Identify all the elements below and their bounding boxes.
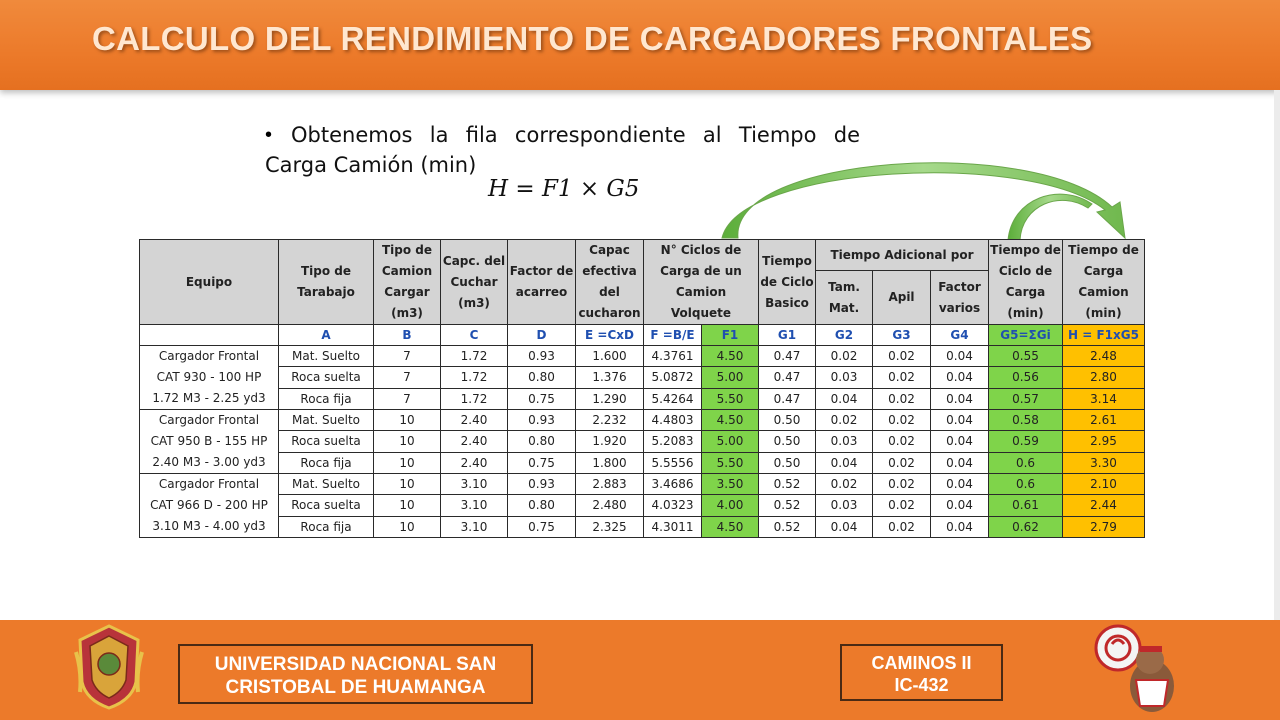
value-cell: 5.4264 <box>644 388 702 409</box>
letter-cell: D <box>508 325 576 346</box>
value-cell: 2.10 <box>1063 474 1145 495</box>
table-row <box>140 495 1145 516</box>
value-cell: 0.59 <box>989 431 1063 452</box>
value-cell: 2.80 <box>1063 367 1145 388</box>
value-cell: 2.325 <box>576 516 644 537</box>
letter-cell: G2 <box>816 325 873 346</box>
value-cell: 2.44 <box>1063 495 1145 516</box>
table-row <box>140 346 1145 367</box>
table-body <box>140 346 1145 538</box>
value-cell: 0.02 <box>873 516 931 537</box>
value-cell: 5.0872 <box>644 367 702 388</box>
value-cell: 0.04 <box>816 452 873 473</box>
equipo-cell <box>140 346 279 410</box>
value-cell: 10 <box>374 410 441 431</box>
equipo-line: 3.10 M3 - 4.00 yd3 <box>152 519 266 533</box>
value-cell: 0.02 <box>873 346 931 367</box>
equipo-line: 1.72 M3 - 2.25 yd3 <box>152 391 266 405</box>
letter-cell: G4 <box>931 325 989 346</box>
value-cell: 0.50 <box>759 452 816 473</box>
value-cell: 10 <box>374 452 441 473</box>
value-cell: 0.52 <box>759 474 816 495</box>
value-cell: 0.52 <box>759 516 816 537</box>
col-equipo: Equipo <box>140 240 279 325</box>
value-cell: 0.04 <box>931 516 989 537</box>
value-cell: 7 <box>374 367 441 388</box>
col-factor-acarreo: Factor de acarreo <box>508 240 576 325</box>
equipo-line: CAT 930 - 100 HP <box>156 370 262 384</box>
footer-bar <box>0 620 1280 720</box>
table-row <box>140 474 1145 495</box>
tipo-trabajo-cell: Mat. Suelto <box>279 474 374 495</box>
value-cell: 1.800 <box>576 452 644 473</box>
letter-cell: F =B/E <box>644 325 702 346</box>
col-tiempo-carga-camion: Tiempo de Carga Camion (min) <box>1063 240 1145 325</box>
header-bar <box>0 0 1280 90</box>
table-row <box>140 367 1145 388</box>
value-cell: 10 <box>374 431 441 452</box>
value-cell: 0.04 <box>816 388 873 409</box>
course-code: IC-432 <box>894 675 949 695</box>
tipo-trabajo-cell: Roca suelta <box>279 367 374 388</box>
course-name: CAMINOS II <box>871 653 972 673</box>
col-tiempo-ciclo-carga: Tiempo de Ciclo de Carga (min) <box>989 240 1063 325</box>
value-cell: 3.14 <box>1063 388 1145 409</box>
value-cell: 0.03 <box>816 367 873 388</box>
tipo-trabajo-cell: Roca fija <box>279 388 374 409</box>
letter-blank <box>140 325 279 346</box>
col-tiempo-adicional: Tiempo Adicional por <box>816 240 989 271</box>
value-cell: 0.58 <box>989 410 1063 431</box>
value-cell: 7 <box>374 346 441 367</box>
value-cell: 0.04 <box>931 388 989 409</box>
value-cell: 0.02 <box>873 474 931 495</box>
value-cell: 2.61 <box>1063 410 1145 431</box>
bullet-dot-icon: • <box>265 124 273 146</box>
col-apil: Apil <box>873 271 931 325</box>
value-cell: 3.4686 <box>644 474 702 495</box>
col-ciclos: N° Ciclos de Carga de un Camion Volquete <box>644 240 759 325</box>
value-cell: 0.04 <box>931 495 989 516</box>
value-cell: 0.02 <box>816 474 873 495</box>
table-right-cut <box>1155 239 1158 539</box>
formula: H = F1 × G5 <box>488 176 640 202</box>
value-cell: 0.04 <box>931 367 989 388</box>
table-row <box>140 431 1145 452</box>
letter-cell: B <box>374 325 441 346</box>
tipo-trabajo-cell: Mat. Suelto <box>279 346 374 367</box>
value-cell: 0.75 <box>508 452 576 473</box>
value-cell: 0.75 <box>508 516 576 537</box>
value-cell: 2.40 <box>441 431 508 452</box>
value-cell: 0.75 <box>508 388 576 409</box>
value-cell: 3.10 <box>441 495 508 516</box>
equipo-line: Cargador Frontal <box>158 477 260 491</box>
col-capac-efectiva: Capac efectiva del cucharon <box>576 240 644 325</box>
rendimiento-table <box>139 239 1145 538</box>
value-cell: 2.883 <box>576 474 644 495</box>
value-cell: 0.61 <box>989 495 1063 516</box>
value-cell: 0.80 <box>508 367 576 388</box>
tipo-trabajo-cell: Mat. Suelto <box>279 410 374 431</box>
value-cell: 2.480 <box>576 495 644 516</box>
col-tam-mat: Tam. Mat. <box>816 271 873 325</box>
value-cell: 0.93 <box>508 410 576 431</box>
value-cell: 3.50 <box>702 474 759 495</box>
letters-row <box>140 325 1145 346</box>
table-row <box>140 388 1145 409</box>
university-crest-logo <box>72 622 146 712</box>
value-cell: 0.47 <box>759 388 816 409</box>
value-cell: 4.3761 <box>644 346 702 367</box>
tipo-trabajo-cell: Roca suelta <box>279 431 374 452</box>
value-cell: 1.600 <box>576 346 644 367</box>
value-cell: 5.2083 <box>644 431 702 452</box>
value-cell: 5.00 <box>702 431 759 452</box>
value-cell: 1.376 <box>576 367 644 388</box>
value-cell: 0.50 <box>759 431 816 452</box>
value-cell: 0.04 <box>931 346 989 367</box>
value-cell: 2.79 <box>1063 516 1145 537</box>
right-edge-strip <box>1274 90 1280 620</box>
university-name: UNIVERSIDAD NACIONAL SAN CRISTOBAL DE HUAMANGA <box>214 654 497 698</box>
value-cell: 0.47 <box>759 346 816 367</box>
value-cell: 0.93 <box>508 474 576 495</box>
value-cell: 2.40 <box>441 410 508 431</box>
value-cell: 4.3011 <box>644 516 702 537</box>
value-cell: 1.72 <box>441 367 508 388</box>
value-cell: 0.62 <box>989 516 1063 537</box>
letter-cell: G1 <box>759 325 816 346</box>
value-cell: 4.50 <box>702 410 759 431</box>
equipo-line: Cargador Frontal <box>158 413 260 427</box>
value-cell: 1.72 <box>441 346 508 367</box>
value-cell: 0.6 <box>989 474 1063 495</box>
tipo-trabajo-cell: Roca suelta <box>279 495 374 516</box>
value-cell: 7 <box>374 388 441 409</box>
value-cell: 1.920 <box>576 431 644 452</box>
col-tiempo-basico: Tiempo de Ciclo Basico <box>759 240 816 325</box>
equipo-line: Cargador Frontal <box>158 349 260 363</box>
value-cell: 0.04 <box>931 431 989 452</box>
equipo-line: CAT 966 D - 200 HP <box>150 498 268 512</box>
value-cell: 4.4803 <box>644 410 702 431</box>
value-cell: 0.47 <box>759 367 816 388</box>
value-cell: 0.02 <box>873 495 931 516</box>
equipo-line: CAT 950 B - 155 HP <box>150 434 268 448</box>
value-cell: 1.290 <box>576 388 644 409</box>
equipo-line: 2.40 M3 - 3.00 yd3 <box>152 455 266 469</box>
col-tipo-trabajo: Tipo de Tarabajo <box>279 240 374 325</box>
university-name-box <box>178 644 533 704</box>
value-cell: 0.03 <box>816 431 873 452</box>
value-cell: 0.03 <box>816 495 873 516</box>
value-cell: 4.50 <box>702 346 759 367</box>
value-cell: 0.55 <box>989 346 1063 367</box>
value-cell: 0.02 <box>873 367 931 388</box>
value-cell: 3.10 <box>441 516 508 537</box>
table-row <box>140 452 1145 473</box>
header-row-1 <box>140 240 1145 271</box>
value-cell: 0.57 <box>989 388 1063 409</box>
value-cell: 0.02 <box>873 452 931 473</box>
value-cell: 0.04 <box>931 410 989 431</box>
value-cell: 1.72 <box>441 388 508 409</box>
value-cell: 0.02 <box>816 346 873 367</box>
course-box <box>840 644 1003 701</box>
value-cell: 0.6 <box>989 452 1063 473</box>
value-cell: 0.80 <box>508 495 576 516</box>
value-cell: 4.00 <box>702 495 759 516</box>
value-cell: 0.04 <box>931 452 989 473</box>
value-cell: 0.04 <box>931 474 989 495</box>
value-cell: 5.50 <box>702 388 759 409</box>
col-factor-varios: Factor varios <box>931 271 989 325</box>
value-cell: 0.80 <box>508 431 576 452</box>
value-cell: 5.00 <box>702 367 759 388</box>
value-cell: 0.52 <box>759 495 816 516</box>
letter-cell-f1: F1 <box>702 325 759 346</box>
value-cell: 2.40 <box>441 452 508 473</box>
value-cell: 0.02 <box>816 410 873 431</box>
value-cell: 3.10 <box>441 474 508 495</box>
letter-cell: E =CxD <box>576 325 644 346</box>
col-tipo-camion: Tipo de Camion Cargar (m3) <box>374 240 441 325</box>
letter-cell: G3 <box>873 325 931 346</box>
value-cell: 0.56 <box>989 367 1063 388</box>
mascot-logo <box>1088 620 1188 720</box>
col-capc-cuchar: Capc. del Cuchar (m3) <box>441 240 508 325</box>
value-cell: 2.95 <box>1063 431 1145 452</box>
letter-cell-g5: G5=ΣGi <box>989 325 1063 346</box>
value-cell: 2.48 <box>1063 346 1145 367</box>
value-cell: 4.0323 <box>644 495 702 516</box>
value-cell: 3.30 <box>1063 452 1145 473</box>
value-cell: 0.04 <box>816 516 873 537</box>
small-arrow <box>1008 194 1092 240</box>
table-row <box>140 410 1145 431</box>
value-cell: 0.02 <box>873 388 931 409</box>
equipo-cell <box>140 410 279 474</box>
table-row <box>140 516 1145 537</box>
letter-cell: A <box>279 325 374 346</box>
bullet-text: Obtenemos la fila correspondiente al Tiempo de Carga Camión (min) <box>265 123 860 177</box>
equipo-cell <box>140 474 279 538</box>
value-cell: 10 <box>374 495 441 516</box>
value-cell: 5.50 <box>702 452 759 473</box>
value-cell: 0.02 <box>873 431 931 452</box>
value-cell: 0.50 <box>759 410 816 431</box>
value-cell: 2.232 <box>576 410 644 431</box>
value-cell: 4.50 <box>702 516 759 537</box>
tipo-trabajo-cell: Roca fija <box>279 516 374 537</box>
value-cell: 0.02 <box>873 410 931 431</box>
value-cell: 10 <box>374 516 441 537</box>
slide-title: CALCULO DEL RENDIMIENTO DE CARGADORES FRONTALES <box>92 20 1093 57</box>
tipo-trabajo-cell: Roca fija <box>279 452 374 473</box>
value-cell: 10 <box>374 474 441 495</box>
value-cell: 0.93 <box>508 346 576 367</box>
value-cell: 5.5556 <box>644 452 702 473</box>
letter-cell: C <box>441 325 508 346</box>
letter-cell-h: H = F1xG5 <box>1063 325 1145 346</box>
